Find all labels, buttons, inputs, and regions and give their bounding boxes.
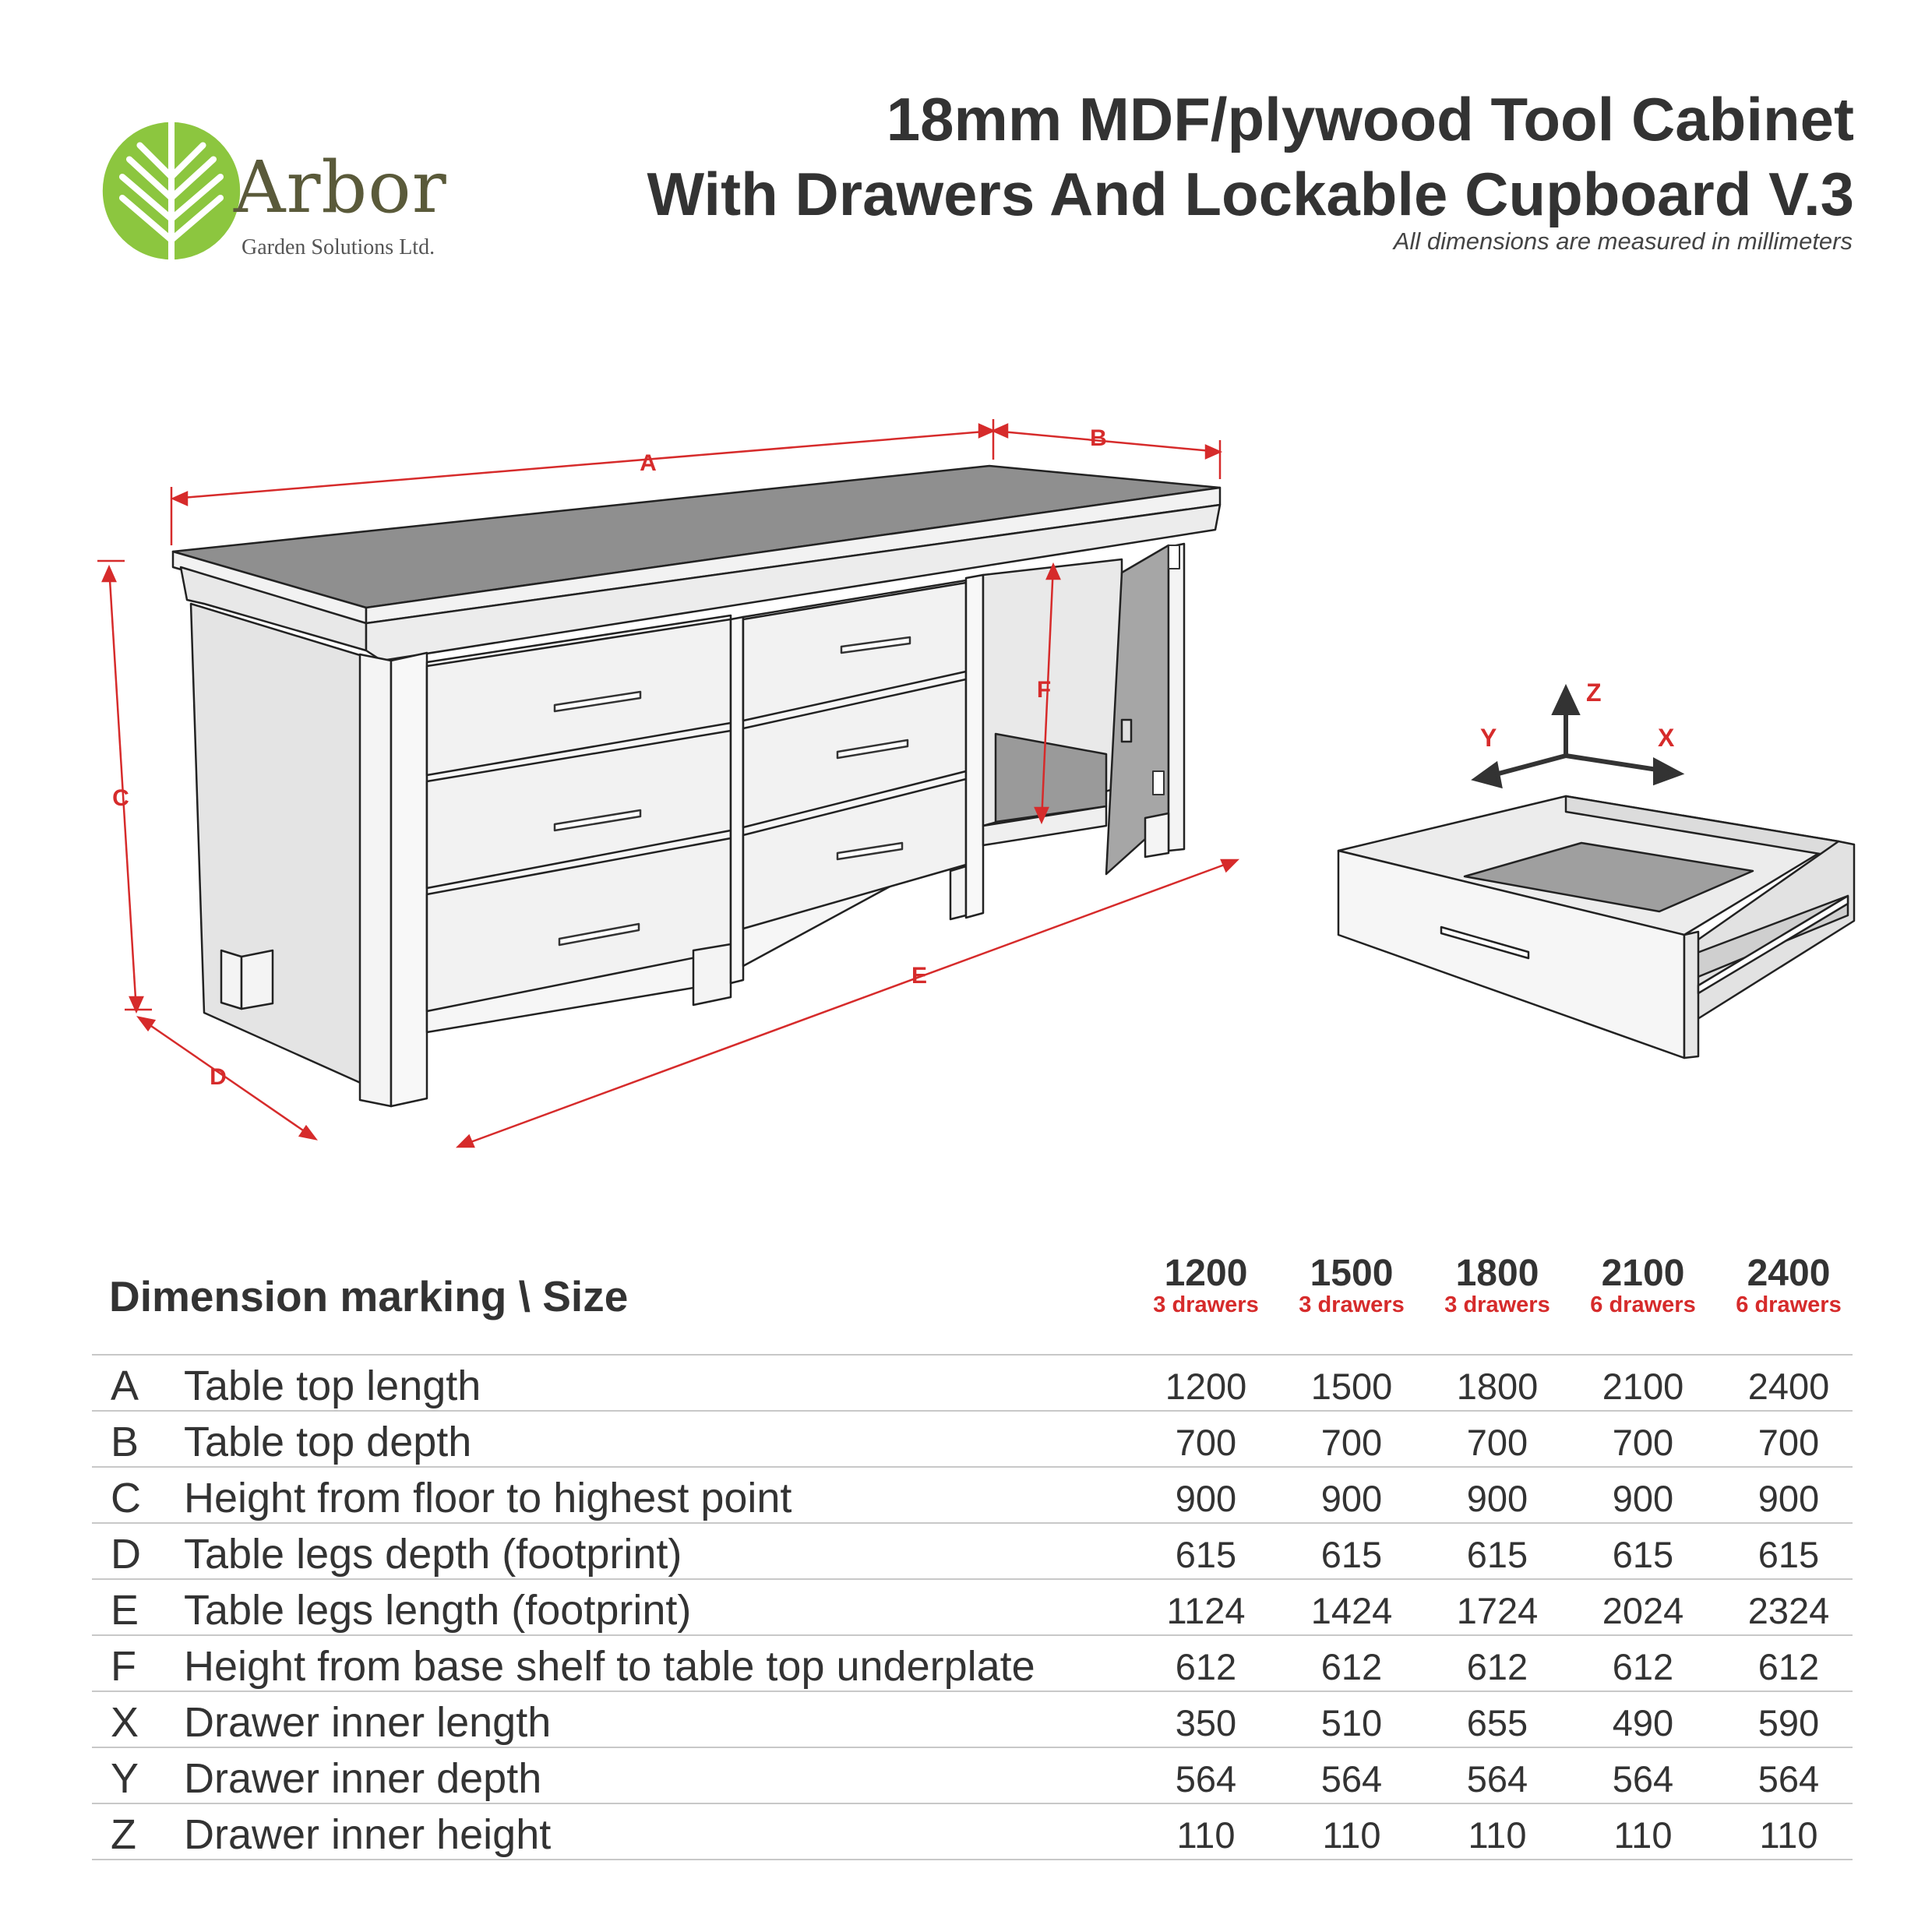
table-cell: 700 [1175,1422,1237,1463]
table-cell: 700 [1612,1422,1674,1463]
table-row [92,1578,1853,1634]
table-cell: 900 [1612,1478,1674,1519]
table-header-label: Dimension marking \ Size [109,1272,629,1320]
table-cell: 2024 [1602,1590,1684,1631]
dimension-description: Drawer inner depth [184,1755,542,1802]
table-cell: 1800 [1456,1366,1539,1407]
table-row [92,1354,1853,1410]
table-cell: 612 [1466,1646,1528,1687]
table-cell: 615 [1757,1534,1820,1575]
brand-name: Arbor [234,146,447,229]
table-cell: 2400 [1747,1366,1830,1407]
dimension-description: Table top depth [184,1419,472,1465]
table-cell: 564 [1612,1758,1674,1800]
units-note: All dimensions are measured in millimeters [1393,227,1853,255]
table-header [92,1246,1853,1354]
table-cell: 612 [1612,1646,1674,1687]
table-cell: 110 [1468,1814,1527,1856]
table-cell: 1724 [1456,1590,1539,1631]
table-cell: 612 [1175,1646,1237,1687]
table-cell: 510 [1320,1702,1383,1743]
table-cell: 700 [1757,1422,1820,1463]
svg-text:F: F [1036,677,1052,703]
drawer-count: 3 drawers [1299,1292,1405,1318]
table-cell: 350 [1175,1702,1237,1743]
size-col-2100 [1573,1254,1713,1318]
table-cell: 900 [1320,1478,1383,1519]
svg-text:Z: Z [1586,679,1602,707]
svg-text:A: A [640,450,657,476]
dimension-code: C [111,1475,141,1521]
dimension-code: B [111,1419,139,1465]
title-line-1: 18mm MDF/plywood Tool Cabinet [886,85,1854,153]
table-cell: 564 [1466,1758,1528,1800]
table-cell: 612 [1320,1646,1383,1687]
size-value: 1200 [1164,1253,1248,1294]
svg-text:Y: Y [1480,724,1497,752]
dimension-code: E [111,1587,139,1634]
table-cell: 700 [1466,1422,1528,1463]
dimension-code: X [111,1699,139,1746]
table-cell: 110 [1322,1814,1381,1856]
drawer-count: 3 drawers [1444,1292,1550,1318]
size-value: 2400 [1747,1253,1831,1294]
dimension-description: Table top length [184,1363,481,1409]
table-cell: 1500 [1310,1366,1393,1407]
table-cell: 1200 [1165,1366,1247,1407]
svg-text:E: E [911,963,928,989]
cabinet-illustration [173,466,1220,1106]
table-row [92,1803,1853,1860]
dimension-code: A [111,1363,139,1409]
table-cell: 110 [1759,1814,1818,1856]
table-row [92,1410,1853,1466]
svg-text:B: B [1090,425,1107,451]
title-line-2: With Drawers And Lockable Cupboard V.3 [647,160,1854,228]
table-cell: 490 [1612,1702,1674,1743]
dimension-code: Z [111,1811,136,1858]
axis-indicator [1476,689,1679,785]
table-cell: 1424 [1310,1590,1393,1631]
size-value: 1800 [1455,1253,1539,1294]
table-row [92,1690,1853,1747]
table-row [92,1466,1853,1522]
dimension-description: Height from base shelf to table top underplate [184,1643,1035,1690]
table-cell: 700 [1320,1422,1383,1463]
table-cell: 1124 [1166,1590,1246,1631]
table-cell: 615 [1320,1534,1383,1575]
svg-text:C: C [112,785,129,811]
table-cell: 564 [1757,1758,1820,1800]
table-cell: 2324 [1747,1590,1830,1631]
table-cell: 2100 [1602,1366,1684,1407]
size-value: 1500 [1310,1253,1394,1294]
table-row [92,1747,1853,1803]
table-row [92,1634,1853,1690]
dimension-code: F [111,1643,136,1690]
dimension-code: D [111,1531,141,1578]
table-cell: 564 [1175,1758,1237,1800]
table-cell: 564 [1320,1758,1383,1800]
table-cell: 900 [1175,1478,1237,1519]
drawer-count: 6 drawers [1590,1292,1696,1318]
size-col-1800 [1427,1254,1567,1318]
table-row [92,1522,1853,1578]
dimension-description: Drawer inner length [184,1699,552,1746]
dimensions-table [92,1246,1853,1860]
size-col-1500 [1282,1254,1422,1318]
table-cell: 900 [1466,1478,1528,1519]
size-value: 2100 [1601,1253,1685,1294]
table-cell: 900 [1757,1478,1820,1519]
table-cell: 590 [1757,1702,1820,1743]
dimension-description: Drawer inner height [184,1811,552,1858]
size-col-1200 [1136,1254,1276,1318]
drawer-count: 3 drawers [1153,1292,1259,1318]
brand-tagline: Garden Solutions Ltd. [242,235,435,259]
size-col-2400 [1719,1254,1859,1318]
dimension-description: Height from floor to highest point [184,1475,792,1521]
svg-text:D: D [210,1064,227,1090]
table-cell: 110 [1176,1814,1236,1856]
table-cell: 612 [1757,1646,1820,1687]
drawer-illustration [1338,796,1854,1058]
table-cell: 615 [1466,1534,1528,1575]
table-cell: 615 [1612,1534,1674,1575]
dimension-description: Table legs length (footprint) [184,1587,692,1634]
dimension-description: Table legs depth (footprint) [184,1531,682,1578]
table-cell: 615 [1175,1534,1237,1575]
table-cell: 110 [1613,1814,1673,1856]
dimension-code: Y [111,1755,139,1802]
table-cell: 655 [1466,1702,1528,1743]
svg-text:X: X [1658,724,1675,752]
drawer-count: 6 drawers [1736,1292,1842,1318]
